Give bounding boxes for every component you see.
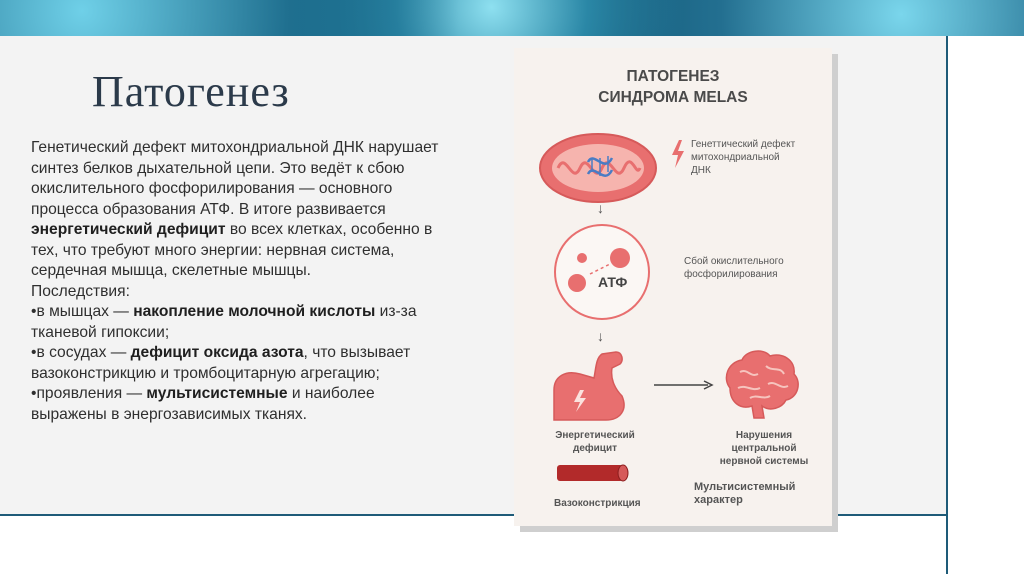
cns-line3: нервной системы xyxy=(719,456,809,467)
intro-bold: энергетический дефицит xyxy=(31,221,226,238)
energy-caption xyxy=(550,429,640,455)
bullet1-post: из-за тканевой гипоксии; xyxy=(31,303,417,341)
bullet3-pre: •проявления — xyxy=(31,385,147,402)
bullet1-bold: накопление молочной кислоты xyxy=(133,303,376,320)
mitochondrion-icon xyxy=(536,128,664,208)
brain-icon xyxy=(720,348,802,420)
vaso-caption: Вазоконстрикция xyxy=(554,498,641,509)
cns-line1: Нарушения xyxy=(735,430,793,441)
multi-line1: Мультисистемный xyxy=(694,481,796,493)
muscle-arm-icon xyxy=(550,350,628,422)
atp-circle-icon xyxy=(552,222,652,322)
bullet2-pre: •в сосудах — xyxy=(31,344,131,361)
step1-line1: Генеттический дефект xyxy=(691,139,796,150)
slide-body xyxy=(31,138,451,425)
bullet2-post: , что вызывает вазоконстрикцию и тромбоцитарную агрегацию; xyxy=(31,344,411,382)
bullet-vessels xyxy=(31,343,451,384)
step2-caption xyxy=(684,255,784,281)
header-banner xyxy=(0,0,1024,36)
intro-paragraph xyxy=(31,138,451,282)
bullet1-pre: •в мышцах — xyxy=(31,303,134,320)
vertical-divider xyxy=(946,36,948,574)
blood-vessel-icon xyxy=(554,462,630,484)
intro-end: во всех клетках, особенно в тех, что требуют много энергии: нервная система, сердечная мышца, скелетные мышцы. xyxy=(31,221,433,279)
lightning-icon xyxy=(670,140,686,168)
down-arrow-1: ↓ xyxy=(597,200,604,216)
step1-line3: ДНК xyxy=(691,165,711,176)
right-arrow-icon xyxy=(654,380,714,390)
slide-title: Патогенез xyxy=(92,67,290,116)
multi-caption xyxy=(694,481,795,507)
step1-caption xyxy=(691,138,795,177)
right-margin xyxy=(948,36,1024,574)
energy-line1: Энергетический xyxy=(555,430,635,441)
atp-label: АТФ xyxy=(598,274,628,290)
infographic-card xyxy=(514,48,832,526)
cns-line2: центральной xyxy=(731,443,797,454)
infographic-title-line1: ПАТОГЕНЕЗ xyxy=(626,68,720,85)
multi-line2: характер xyxy=(694,494,743,506)
step1-line2: митохондриальной xyxy=(691,152,780,163)
step2-line1: Сбой окислительного xyxy=(684,256,784,267)
step2-line2: фосфорилирования xyxy=(684,269,778,280)
cns-caption xyxy=(716,429,812,468)
down-arrow-2: ↓ xyxy=(597,328,604,344)
intro-text: Генетический дефект митохондриальной ДНК нарушает синтез белков дыхательной цепи. Это ведёт к сбою окислительного фосфорилирования — основного процесса образования АТФ. В итоге развивается xyxy=(31,139,439,218)
bullet2-bold: дефицит оксида азота xyxy=(130,344,304,361)
energy-line2: дефицит xyxy=(573,443,617,454)
infographic-title xyxy=(514,66,832,108)
infographic-title-line2: СИНДРОМА MELAS xyxy=(598,89,748,106)
bullet3-bold: мультисистемные xyxy=(146,385,288,402)
bullet3-post: и наиболее выражены в энергозависимых тканях. xyxy=(31,385,375,423)
consequences-label: Последствия: xyxy=(31,282,130,300)
bullet-muscles xyxy=(31,302,451,343)
bullet-manifestations xyxy=(31,384,451,425)
